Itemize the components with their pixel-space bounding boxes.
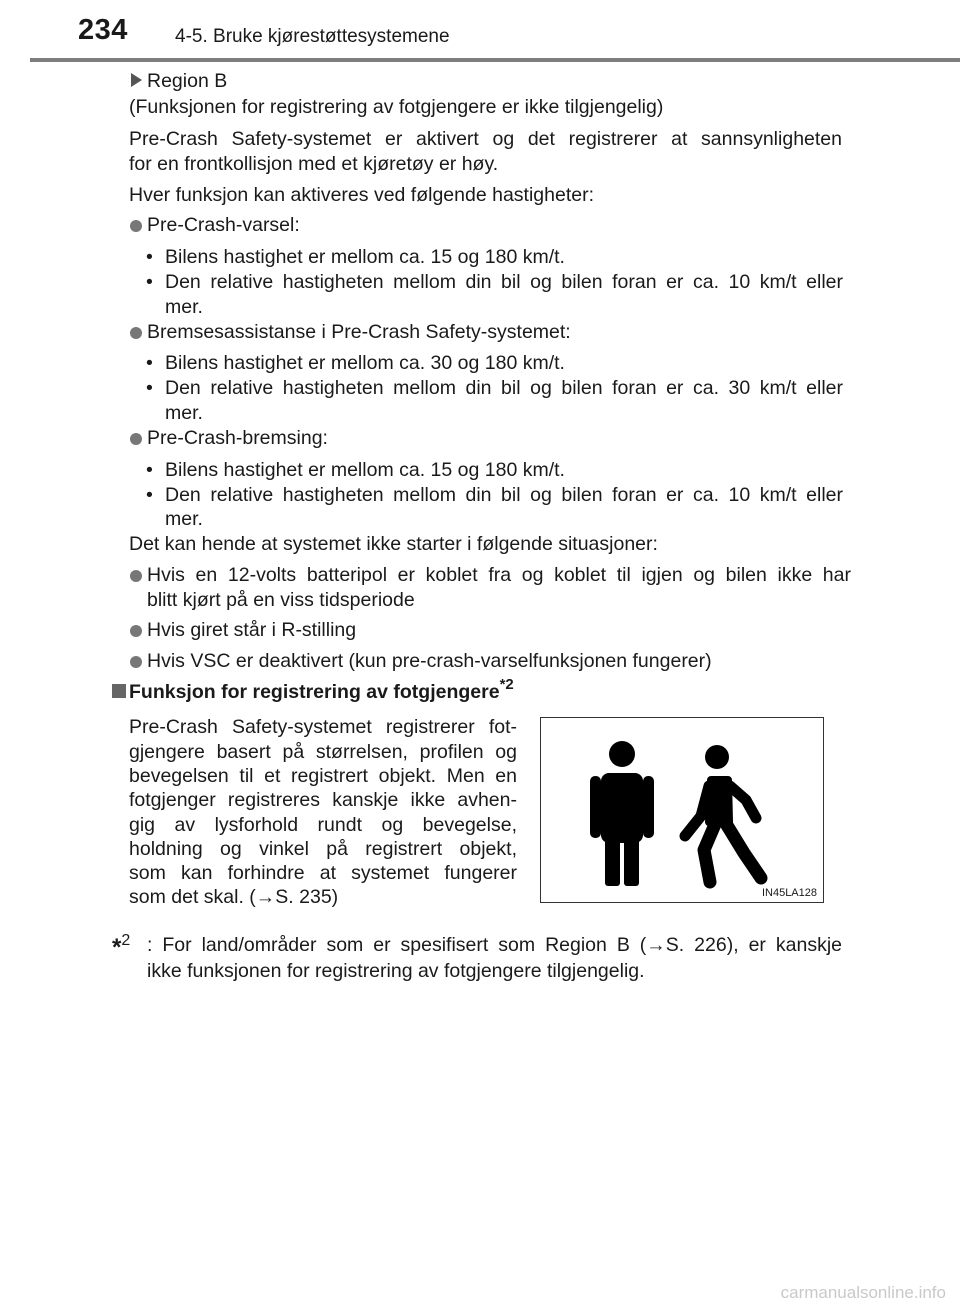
pedestrian-line-1: Pre-Crash Safety-systemet registrerer fot- <box>129 716 517 738</box>
footnote-line-1: : For land/områder som er spesifisert som Region B (→S. 226), er kanskje <box>147 934 842 956</box>
function-2-bullet-2: Den relative hastigheten mellom din bil og bilen foran er ca. 30 km/t eller <box>165 377 843 399</box>
footnote-line-2: ikke funksjonen for registrering av fotgjengere tilgjengelig. <box>147 960 645 982</box>
heading-superscript: *2 <box>499 676 514 693</box>
pedestrian-line-7: som kan forhindre at systemet fungerer <box>129 862 517 884</box>
pedestrian-line-8: som det skal. (→S. 235) <box>129 886 339 908</box>
pedestrian-line-6: holdning og vinkel på registrert objekt, <box>129 838 517 860</box>
region-b-title: Region B <box>147 70 228 92</box>
circle-bullet-icon <box>130 327 142 339</box>
watermark-text: carmanualsonline.info <box>780 1283 946 1302</box>
pedestrian-line-2: gjengere basert på størrelsen, profilen og <box>129 741 517 763</box>
region-b-note: (Funksjonen for registrering av fotgjengere er ikke tilgjengelig) <box>129 96 664 118</box>
intro-line-2: for en frontkollisjon med et kjøretøy er høy. <box>129 153 499 175</box>
circle-bullet-icon <box>130 220 142 232</box>
function-1-bullet-2: Den relative hastigheten mellom din bil og bilen foran er ca. 10 km/t eller <box>165 271 843 293</box>
intro-line-1: Pre-Crash Safety-systemet er aktivert og det registrerer at sannsynligheten <box>129 128 842 150</box>
function-3-bullet-1: Bilens hastighet er mellom ca. 15 og 180 km/t. <box>165 459 565 481</box>
figure-code: IN45LA128 <box>761 887 817 899</box>
list-bullet: • <box>146 484 153 506</box>
function-2-bullet-2-cont: mer. <box>165 402 203 424</box>
pedestrian-figure <box>540 717 824 903</box>
function-1-bullet-1: Bilens hastighet er mellom ca. 15 og 180 km/t. <box>165 246 565 268</box>
pedestrian-heading <box>129 676 514 706</box>
circle-bullet-icon <box>130 625 142 637</box>
list-bullet: • <box>146 246 153 268</box>
function-title-2: Bremsesassistanse i Pre-Crash Safety-systemet: <box>147 321 571 343</box>
list-bullet: • <box>146 377 153 399</box>
standing-person-icon <box>590 741 654 886</box>
page-number: 234 <box>78 14 128 46</box>
list-bullet: • <box>146 271 153 293</box>
function-3-bullet-2: Den relative hastigheten mellom din bil og bilen foran er ca. 10 km/t eller <box>165 484 843 506</box>
circle-bullet-icon <box>130 570 142 582</box>
walking-person-icon <box>685 745 761 882</box>
function-title-3: Pre-Crash-bremsing: <box>147 427 328 449</box>
circle-bullet-icon <box>130 656 142 668</box>
situations-intro: Det kan hende at systemet ikke starter i følgende situasjoner: <box>129 533 658 555</box>
pedestrian-line-4: fotgjenger registreres kanskje ikke avhen- <box>129 789 517 811</box>
triangle-bullet-icon <box>131 73 142 87</box>
situation-2: Hvis giret står i R-stilling <box>147 619 357 641</box>
situation-1-line-1: Hvis en 12-volts batteripol er koblet fra og koblet til igjen og bilen ikke har <box>147 564 851 586</box>
list-bullet: • <box>146 352 153 374</box>
situation-3: Hvis VSC er deaktivert (kun pre-crash-varselfunksjonen fungerer) <box>147 650 712 672</box>
situation-1-line-2: blitt kjørt på en viss tidsperiode <box>147 589 415 611</box>
square-bullet-icon <box>112 684 126 698</box>
page-header <box>0 0 960 62</box>
pedestrian-pictogram <box>541 718 825 904</box>
footnote-number: 2 <box>121 932 131 949</box>
function-3-bullet-2-cont: mer. <box>165 508 203 530</box>
pedestrian-line-5: gig av lysforhold rundt og bevegelse, <box>129 814 517 836</box>
speeds-intro: Hver funksjon kan aktiveres ved følgende hastigheter: <box>129 184 595 206</box>
footnote-marker: *$^2$ <box>112 932 131 961</box>
function-1-bullet-2-cont: mer. <box>165 296 203 318</box>
chapter-title: 4-5. Bruke kjørestøttesystemene <box>175 26 450 47</box>
header-rule <box>30 58 960 62</box>
pedestrian-line-3: bevegelsen til et registrert objekt. Men en <box>129 765 517 787</box>
function-title-1: Pre-Crash-varsel: <box>147 214 300 236</box>
pedestrian-heading-text: Funksjon for registrering av fotgjengere <box>129 681 500 703</box>
circle-bullet-icon <box>130 433 142 445</box>
function-2-bullet-1: Bilens hastighet er mellom ca. 30 og 180 km/t. <box>165 352 565 374</box>
list-bullet: • <box>146 459 153 481</box>
